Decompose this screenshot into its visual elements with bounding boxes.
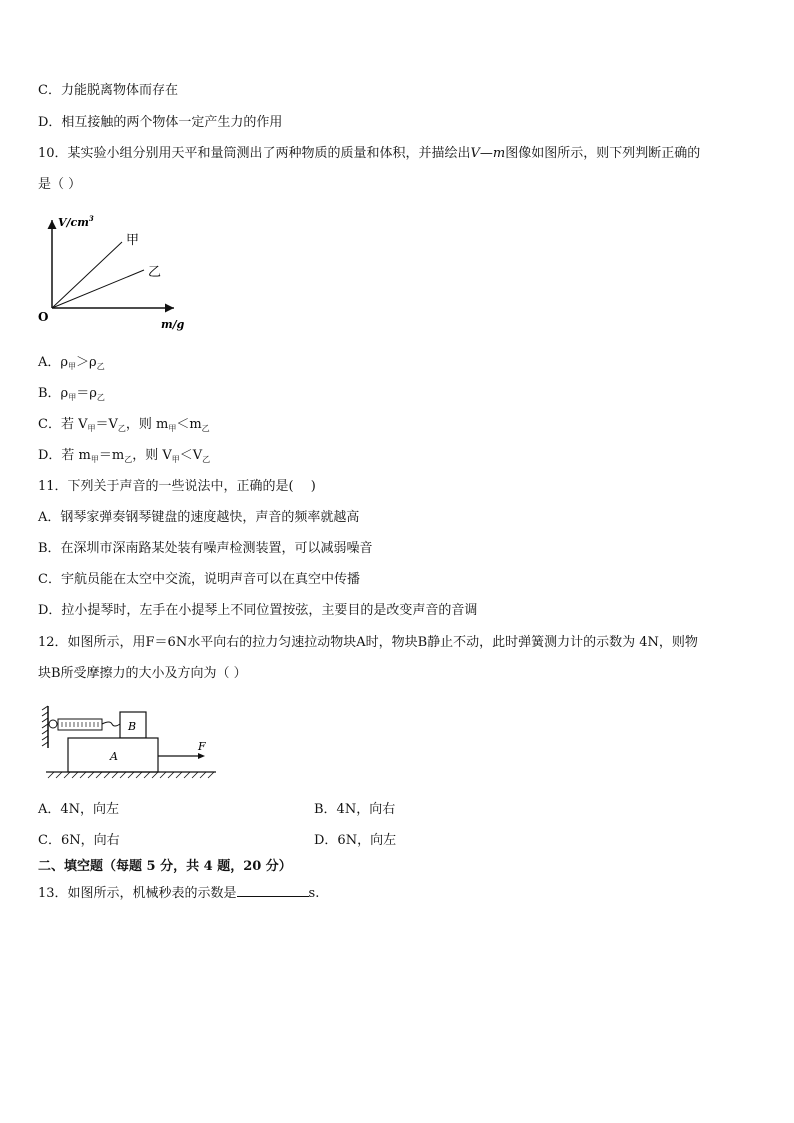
q10-a-prefix: A．ρ [38,355,69,370]
section2-heading: 二、填空题（每题 5 分，共 4 题，20 分） [38,859,292,874]
q10-c-sub4: 乙 [201,424,210,433]
q10-b-sub1: 甲 [68,393,77,402]
q10-option-b [38,385,105,404]
q10-d-sub1: 甲 [90,455,99,464]
q12-option-a: A．4N，向左 [38,802,120,817]
q10-stem-line1 [38,145,700,163]
q10-option-a [38,354,105,373]
q10-vm-graph [34,208,194,334]
q10-d-sub3: 甲 [171,455,180,464]
q10-option-c [38,416,210,435]
spring-scale-ticks [62,722,98,727]
q10-a-sub2: 乙 [96,362,105,371]
q11-option-d: D．拉小提琴时，左手在小提琴上不同位置按弦，主要目的是改变声音的音调 [38,603,478,618]
q11-option-a: A．钢琴家弹奏钢琴键盘的速度越快，声音的频率就越高 [38,510,360,525]
q10-d-sub2: 乙 [124,455,133,464]
q10-stem-line2: 是（ ） [38,177,82,192]
q12-stem-line1: 12．如图所示，用F＝6N水平向右的拉力匀速拉动物块A时，物块B静止不动，此时弹簧测力计的示数为 4N，则物 [38,635,698,650]
force-label: F [198,740,206,753]
q10-b-prefix: B．ρ [38,386,69,401]
spring-ring [49,720,57,728]
force-arrowhead [198,753,205,759]
q10-a-mid: ＞ρ [76,355,97,370]
q10-d-mid: ＝m [98,448,125,463]
q11-stem: 11．下列关于声音的一些说法中，正确的是( ) [38,479,316,494]
q12-option-b: B．4N，向右 [314,802,396,817]
q10-stem-text-b: 图像如图所示，则下列判断正确的 [505,146,701,161]
spring-scale-body [58,719,102,730]
ground-hatch [48,772,214,778]
q11-option-c: C．宇航员能在太空中交流，说明声音可以在真空中传播 [38,572,360,587]
q12-option-d: D．6N，向左 [314,833,397,848]
q10-stem-text-a: 10．某实验小组分别用天平和量筒测出了两种物质的质量和体积，并描绘出 [38,146,471,161]
q13-answer-blank [237,884,309,897]
x-axis-label: m/g [161,318,185,331]
q10-c-mid3: ＜m [176,417,202,432]
q10-d-prefix: D．若 m [38,448,91,463]
line-yi [52,270,144,308]
q9-option-c: C．力能脱离物体而存在 [38,83,178,98]
q9-option-d: D．相互接触的两个物体一定产生力的作用 [38,115,283,130]
block-a-label: A [110,750,118,763]
q13-unit: s. [308,886,320,901]
wall-hatch [42,706,48,746]
q12-friction-figure [38,700,218,784]
q10-a-sub1: 甲 [68,362,77,371]
q10-c-sub2: 乙 [117,424,126,433]
q13-stem-text: 13．如图所示，机械秒表的示数是 [38,886,237,901]
q10-c-mid2: ，则 m [125,417,169,432]
q10-b-mid: ＝ρ [76,386,97,401]
q10-stem-italic: V—m [470,146,506,161]
spring-hook [102,722,120,726]
q10-option-d [38,447,210,466]
q11-option-b: B．在深圳市深南路某处装有噪声检测装置，可以减弱噪音 [38,541,373,556]
origin-label: O [38,310,49,324]
line-jia-label: 甲 [126,233,140,248]
q10-c-mid: ＝V [95,417,118,432]
q10-c-sub3: 甲 [168,424,177,433]
q12-stem-line2: 块B所受摩擦力的大小及方向为（ ） [38,666,247,681]
q10-d-mid3: ＜V [179,448,203,463]
q10-c-prefix: C．若 V [38,417,88,432]
line-jia [52,242,122,308]
q10-d-sub4: 乙 [202,455,211,464]
block-b-label: B [128,720,137,733]
line-yi-label: 乙 [148,265,162,280]
q13-stem [38,884,319,903]
q10-d-mid2: ，则 V [132,448,172,463]
q10-c-sub1: 甲 [87,424,96,433]
q12-option-c: C．6N，向右 [38,833,120,848]
y-axis-label: $V/cm^3$ [58,214,94,229]
q10-b-sub2: 乙 [96,393,105,402]
